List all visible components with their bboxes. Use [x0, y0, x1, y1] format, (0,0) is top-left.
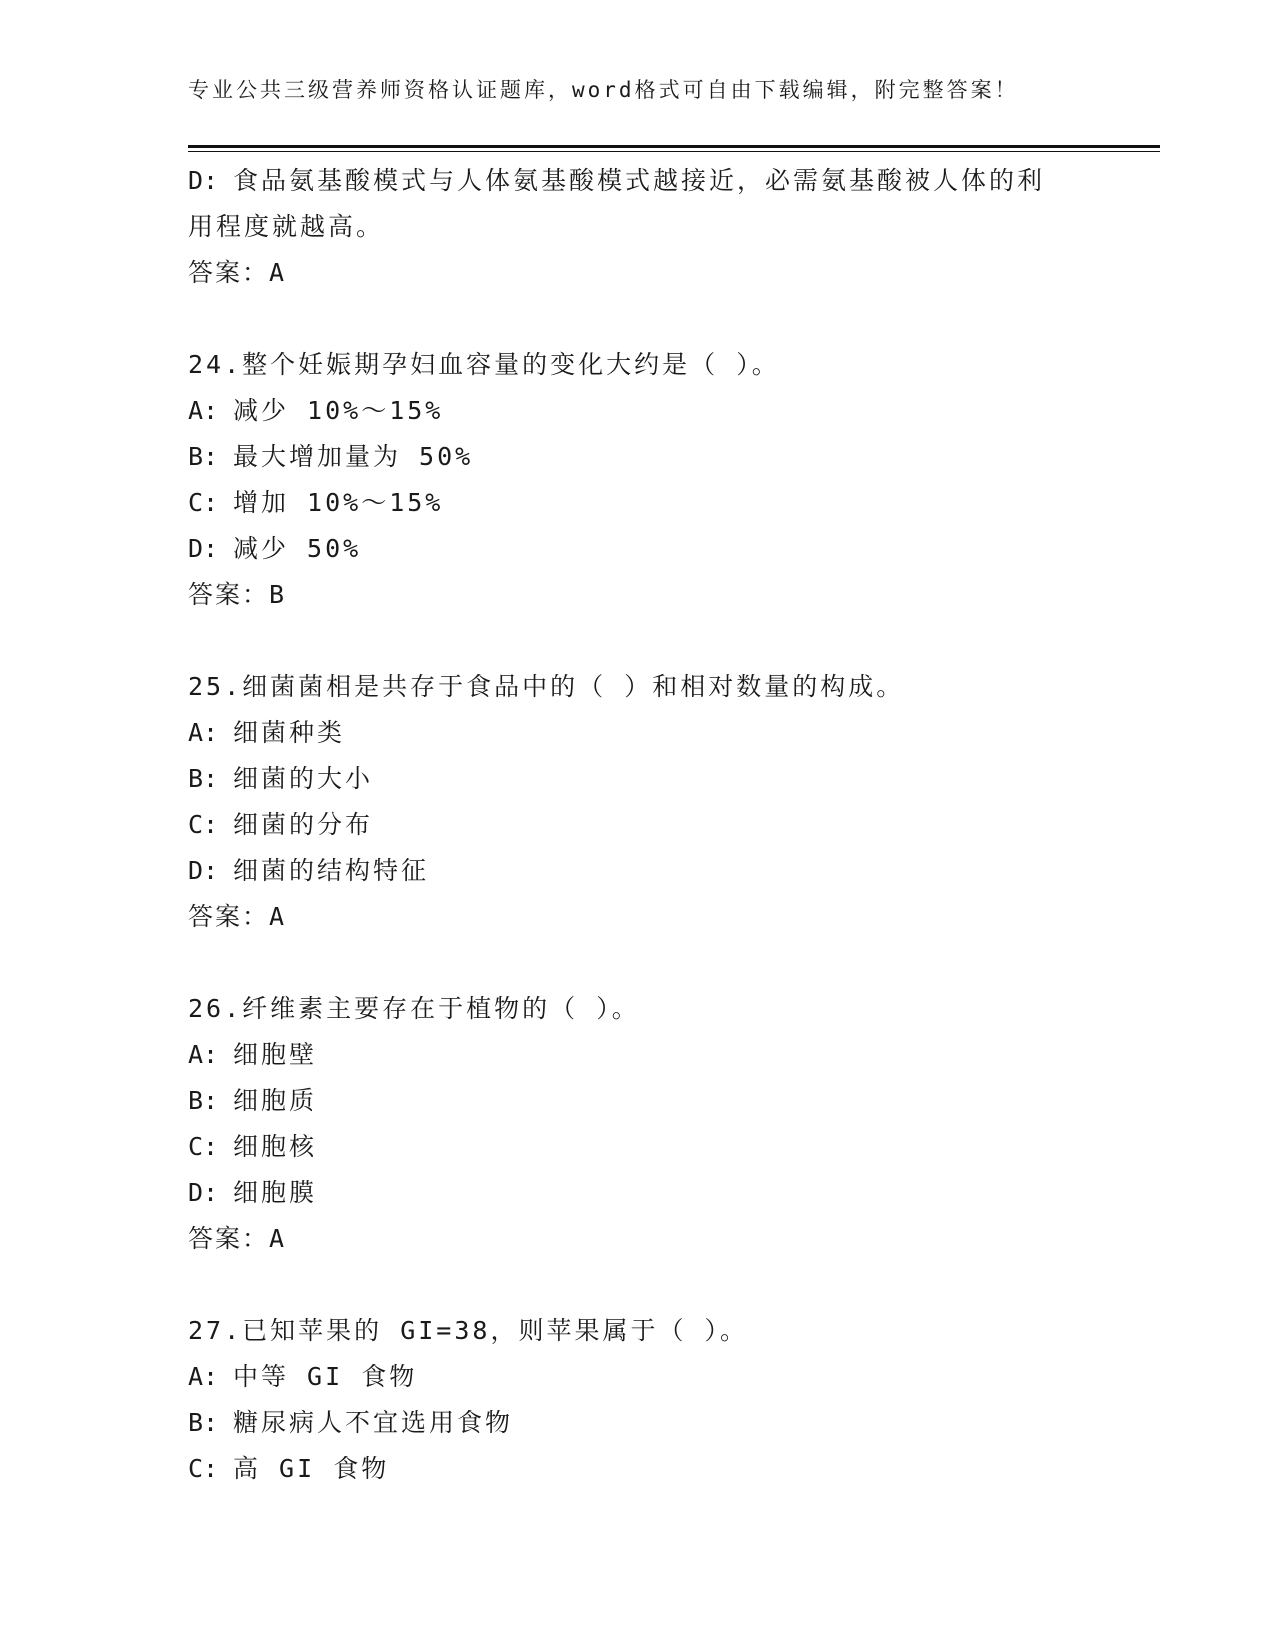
answer-line — [188, 1216, 1088, 1262]
question-stem: 27.已知苹果的 GI=38，则苹果属于（ ）。 — [188, 1316, 749, 1345]
option-text: 细胞质 — [233, 1086, 318, 1115]
option-label: A: — [188, 718, 219, 747]
option-line — [188, 1170, 1088, 1216]
answer-label: 答案： — [188, 258, 270, 287]
option-label: A: — [188, 396, 219, 425]
option-line — [188, 848, 1088, 894]
answer-line — [188, 894, 1088, 940]
question-block — [188, 664, 1088, 940]
option-line — [188, 1400, 1088, 1446]
answer-value: A — [269, 258, 287, 287]
option-line — [188, 1078, 1088, 1124]
option-label: C: — [188, 810, 219, 839]
question-stem: 26.纤维素主要存在于植物的（ ）。 — [188, 994, 640, 1023]
header-rule-thin — [188, 151, 1160, 152]
answer-value: A — [269, 902, 287, 931]
document-body — [188, 158, 1088, 1492]
option-text: 增加 10%～15% — [233, 488, 444, 517]
answer-line — [188, 572, 1088, 618]
answer-value: B — [269, 580, 287, 609]
spacer — [188, 296, 1088, 342]
option-label: D: — [188, 534, 219, 563]
option-line — [188, 526, 1088, 572]
option-text: 细菌的结构特征 — [233, 856, 430, 885]
option-text: 细胞壁 — [233, 1040, 318, 1069]
answer-line — [188, 250, 1088, 296]
option-text: 减少 50% — [233, 534, 362, 563]
option-line-continued: 用程度就越高。 — [188, 212, 385, 241]
option-text: 最大增加量为 50% — [233, 442, 474, 471]
option-line — [188, 756, 1088, 802]
question-stem: 24.整个妊娠期孕妇血容量的变化大约是（ ）。 — [188, 350, 780, 379]
option-label: B: — [188, 1086, 219, 1115]
header-rule-thick — [188, 145, 1160, 148]
option-line — [188, 158, 1088, 204]
spacer — [188, 1262, 1088, 1308]
page-header: 专业公共三级营养师资格认证题库，word格式可自由下载编辑，附完整答案！ — [188, 78, 1019, 102]
option-label: B: — [188, 442, 219, 471]
question-block — [188, 986, 1088, 1262]
option-text: 糖尿病人不宜选用食物 — [233, 1408, 514, 1437]
option-text: 中等 GI 食物 — [233, 1362, 418, 1391]
option-label: C: — [188, 1132, 219, 1161]
option-text: 细菌的大小 — [233, 764, 374, 793]
option-text: 细菌种类 — [233, 718, 346, 747]
option-line — [188, 388, 1088, 434]
option-label: C: — [188, 488, 219, 517]
option-text: 细菌的分布 — [233, 810, 374, 839]
option-label: D: — [188, 1178, 219, 1207]
option-line — [188, 1032, 1088, 1078]
spacer — [188, 618, 1088, 664]
option-line — [188, 1446, 1088, 1492]
option-line — [188, 480, 1088, 526]
question-stem: 25.细菌菌相是共存于食品中的（ ）和相对数量的构成。 — [188, 672, 905, 701]
option-text: 减少 10%～15% — [233, 396, 444, 425]
option-line — [188, 1354, 1088, 1400]
option-text: 细胞核 — [233, 1132, 318, 1161]
answer-label: 答案： — [188, 580, 270, 609]
option-line — [188, 802, 1088, 848]
question-block — [188, 1308, 1088, 1492]
spacer — [188, 940, 1088, 986]
option-text: 高 GI 食物 — [233, 1454, 390, 1483]
option-label: B: — [188, 764, 219, 793]
option-label: D: — [188, 166, 219, 195]
option-line — [188, 710, 1088, 756]
option-label: A: — [188, 1040, 219, 1069]
answer-label: 答案： — [188, 1224, 270, 1253]
option-line — [188, 1124, 1088, 1170]
question-block — [188, 342, 1088, 618]
option-text: 细胞膜 — [233, 1178, 318, 1207]
option-label: A: — [188, 1362, 219, 1391]
option-text: 食品氨基酸模式与人体氨基酸模式越接近，必需氨基酸被人体的利 — [233, 166, 1046, 195]
option-label: D: — [188, 856, 219, 885]
option-line — [188, 434, 1088, 480]
answer-value: A — [269, 1224, 287, 1253]
option-label: C: — [188, 1454, 219, 1483]
option-label: B: — [188, 1408, 219, 1437]
answer-label: 答案： — [188, 902, 270, 931]
